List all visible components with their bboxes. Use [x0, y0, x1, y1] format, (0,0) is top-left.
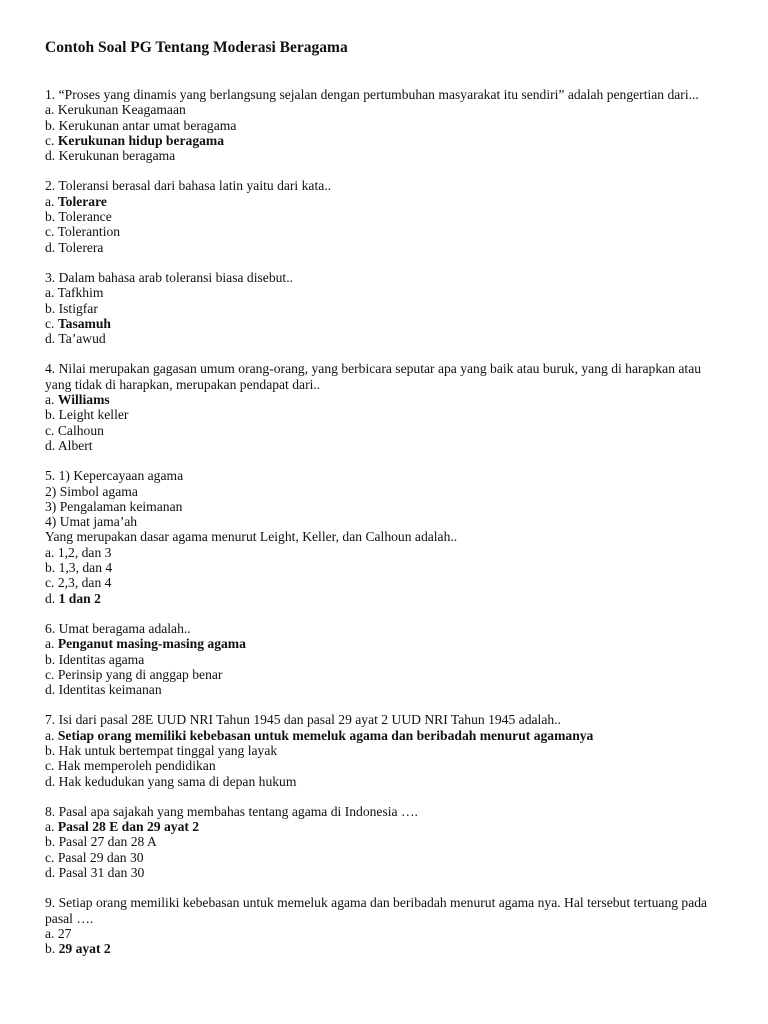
option-label: d. [45, 437, 58, 453]
question-prompt: 7. Isi dari pasal 28E UUD NRI Tahun 1945 dan pasal 29 ayat 2 UUD NRI Tahun 1945 adalah.. [45, 712, 561, 728]
option-text: Tolerera [58, 239, 104, 255]
answer-option [45, 118, 725, 133]
option-label: b. [45, 742, 59, 758]
option-label: d. [45, 682, 59, 698]
option-label: d. [45, 865, 59, 881]
answer-option [45, 774, 725, 789]
answer-option [45, 423, 725, 438]
option-label: b. [45, 560, 59, 576]
option-text: 2,3, dan 4 [57, 575, 112, 591]
answer-option [45, 941, 725, 956]
answer-option [45, 591, 725, 606]
answer-option [45, 758, 725, 773]
option-label: a. [45, 727, 58, 743]
option-label: a. [45, 285, 58, 301]
question-3 [45, 270, 725, 346]
question-prompt: 4. Nilai merupakan gagasan umum orang-orang, yang berbicara seputar apa yang baik atau buruk, yang di harapkan atau yang tidak di harapkan, merupakan pendapat dari.. [45, 361, 702, 392]
answer-option [45, 407, 725, 422]
answer-option [45, 316, 725, 331]
answer-option [45, 667, 725, 682]
option-label: d. [45, 590, 59, 606]
answer-option [45, 148, 725, 163]
question-prompt: 2. Toleransi berasal dari bahasa latin yaitu dari kata.. [45, 178, 332, 194]
question-prompt: 8. Pasal apa sajakah yang membahas tentang agama di Indonesia …. [45, 803, 418, 819]
option-label: c. [45, 132, 58, 148]
answer-option [45, 194, 725, 209]
option-text: Kerukunan beragama [58, 148, 176, 164]
option-text: Tolerance [58, 209, 112, 225]
option-text: Tolerantion [57, 224, 121, 240]
option-label: a. [45, 925, 58, 941]
answer-option [45, 285, 725, 300]
answer-option [45, 209, 725, 224]
answer-option [45, 240, 725, 255]
option-text: 27 [57, 925, 72, 941]
option-label: b. [45, 300, 59, 316]
answer-option [45, 560, 725, 575]
question-prompt-line: Yang merupakan dasar agama menurut Leight, Keller, dan Calhoun adalah.. [45, 529, 458, 545]
option-label: a. [45, 102, 58, 118]
question-7 [45, 712, 725, 788]
answer-option [45, 682, 725, 697]
option-text: Kerukunan antar umat beragama [58, 117, 237, 133]
answer-option [45, 331, 725, 346]
question-prompt: 6. Umat beragama adalah.. [45, 620, 191, 636]
document-title: Contoh Soal PG Tentang Moderasi Beragama [45, 39, 348, 56]
question-4 [45, 361, 725, 453]
question-prompt: 9. Setiap orang memiliki kebebasan untuk memeluk agama dan beribadah menurut agama nya. Hal tersebut tertuang pada pasal …. [45, 895, 708, 926]
answer-option [45, 133, 725, 148]
question-prompt: 1. “Proses yang dinamis yang berlangsung sejalan dengan pertumbuhan masyarakat itu sendiri” adalah pengertian dari... [45, 87, 699, 102]
option-text: Identitas agama [58, 651, 145, 667]
question-prompt-line: 3) Pengalaman keimanan [45, 498, 183, 514]
correct-answer-text: Penganut masing-masing agama [57, 636, 246, 652]
answer-option [45, 301, 725, 316]
option-text: 1,3, dan 4 [58, 560, 113, 576]
answer-option [45, 438, 725, 453]
correct-answer-text: Setiap orang memiliki kebebasan untuk memeluk agama dan beribadah menurut agamanya [57, 727, 594, 743]
correct-answer-text: Tolerare [57, 193, 107, 209]
correct-answer-text: Pasal 28 E dan 29 ayat 2 [57, 819, 200, 835]
option-text: Calhoun [57, 422, 104, 438]
option-text: Albert [57, 437, 93, 453]
question-prompt: 3. Dalam bahasa arab toleransi biasa disebut.. [45, 269, 293, 285]
answer-option [45, 819, 725, 834]
question-prompt-line: 4) Umat jama’ah [45, 514, 138, 530]
answer-option [45, 224, 725, 239]
answer-option [45, 545, 725, 560]
question-1 [45, 87, 725, 163]
option-label: b. [45, 834, 59, 850]
answer-option [45, 636, 725, 651]
option-text: Pasal 31 dan 30 [58, 865, 145, 881]
answer-option [45, 728, 725, 743]
question-8 [45, 804, 725, 880]
answer-option [45, 102, 725, 117]
question-5 [45, 468, 725, 606]
option-label: d. [45, 773, 59, 789]
option-text: 1,2, dan 3 [57, 544, 112, 560]
option-text: Kerukunan Keagamaan [57, 102, 186, 118]
option-label: a. [45, 392, 58, 408]
option-text: Ta’awud [58, 331, 106, 347]
option-label: b. [45, 941, 59, 957]
option-text: Perinsip yang di anggap benar [57, 666, 223, 682]
option-text: Hak kedudukan yang sama di depan hukum [58, 773, 297, 789]
correct-answer-text: Williams [57, 392, 110, 408]
answer-option [45, 652, 725, 667]
question-2 [45, 178, 725, 254]
option-label: c. [45, 758, 58, 774]
option-text: Hak untuk bertempat tinggal yang layak [58, 742, 278, 758]
correct-answer-text: 1 dan 2 [58, 590, 101, 606]
option-label: a. [45, 193, 58, 209]
option-label: c. [45, 224, 58, 240]
correct-answer-text: Tasamuh [57, 315, 111, 331]
option-text: Istigfar [58, 300, 98, 316]
option-text: Identitas keimanan [58, 682, 162, 698]
option-label: c. [45, 422, 58, 438]
option-label: b. [45, 117, 59, 133]
question-9 [45, 895, 725, 956]
answer-option [45, 392, 725, 407]
option-text: Pasal 27 dan 28 A [58, 834, 157, 850]
answer-option [45, 850, 725, 865]
option-label: a. [45, 636, 58, 652]
option-text: Hak memperoleh pendidikan [57, 758, 216, 774]
option-label: c. [45, 575, 58, 591]
option-label: a. [45, 819, 58, 835]
question-prompt-line: 2) Simbol agama [45, 483, 138, 499]
option-label: c. [45, 315, 58, 331]
option-label: b. [45, 407, 59, 423]
question-list [45, 87, 725, 972]
question-6 [45, 621, 725, 697]
option-text: Tafkhim [57, 285, 104, 301]
option-label: d. [45, 148, 59, 164]
correct-answer-text: Kerukunan hidup beragama [57, 132, 225, 148]
option-label: d. [45, 239, 59, 255]
option-label: c. [45, 666, 58, 682]
answer-option [45, 865, 725, 880]
option-label: d. [45, 331, 59, 347]
option-label: a. [45, 544, 58, 560]
answer-option [45, 926, 725, 941]
answer-option [45, 834, 725, 849]
answer-option [45, 743, 725, 758]
option-label: c. [45, 849, 58, 865]
answer-option [45, 575, 725, 590]
option-label: b. [45, 651, 59, 667]
option-text: Pasal 29 dan 30 [57, 849, 144, 865]
option-label: b. [45, 209, 59, 225]
option-text: Leight keller [58, 407, 129, 423]
correct-answer-text: 29 ayat 2 [58, 941, 111, 957]
question-prompt-line: 5. 1) Kepercayaan agama [45, 468, 184, 484]
